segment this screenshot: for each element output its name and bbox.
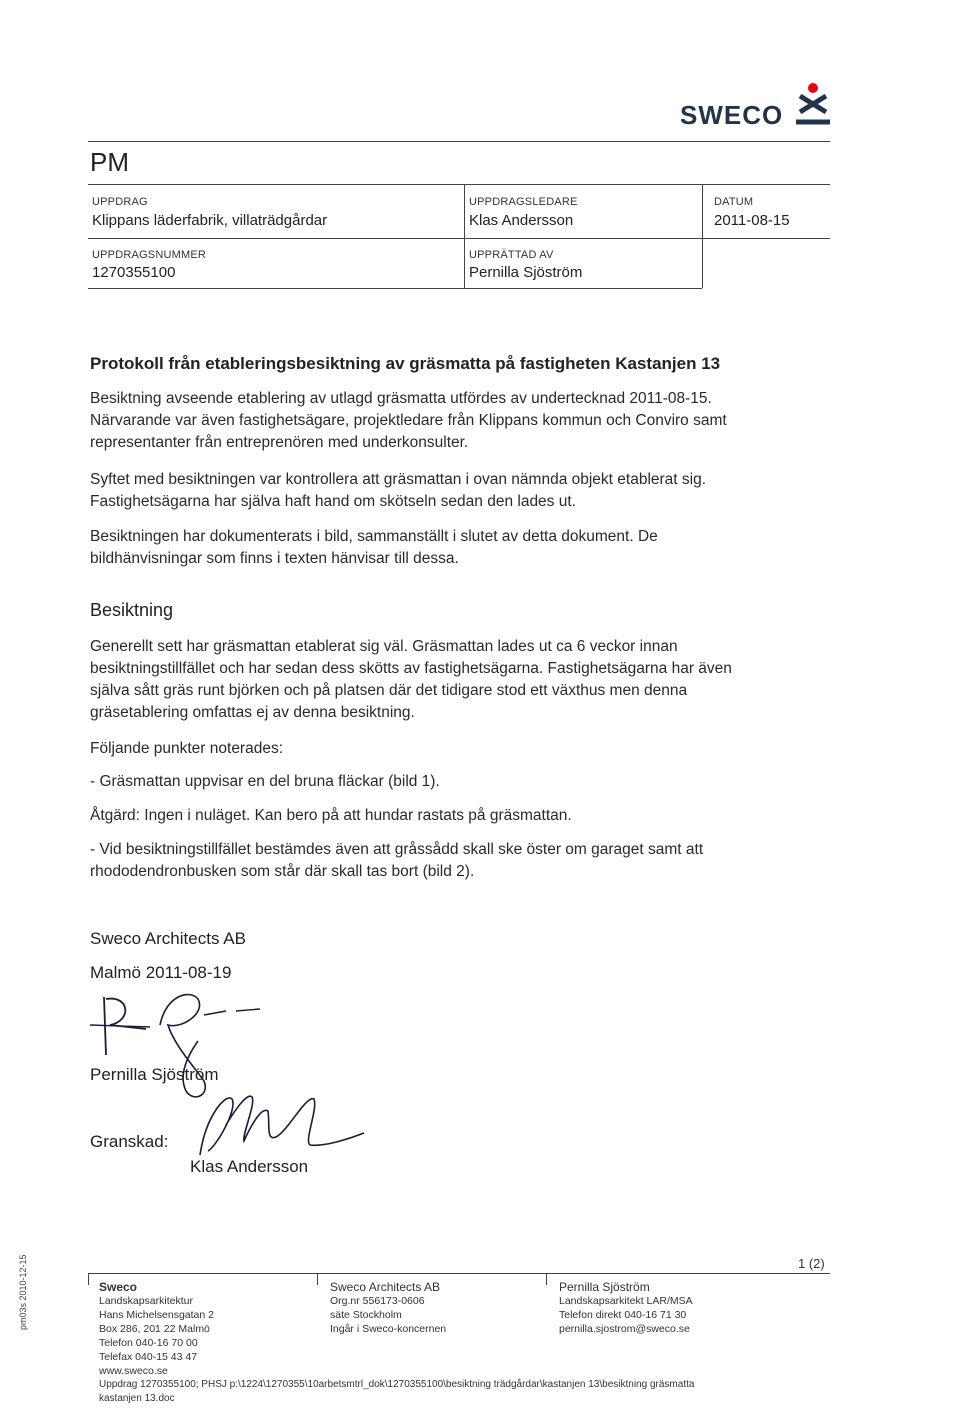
footer-line: Telefax 040-15 43 47: [99, 1351, 198, 1363]
footer-company: Sweco: [99, 1280, 138, 1294]
footer-path-line: Uppdrag 1270355100; PHSJ p:\1224\1270355\10arbetsmtrl_dok\1270355100\besiktning trädgårdar\kastanjen 13\besiktning gräsmatta: [99, 1379, 695, 1390]
template-code: pm03s 2010-12-15: [18, 1254, 28, 1330]
footer-line: pernilla.sjostrom@sweco.se: [559, 1323, 690, 1335]
text-line: Närvarande var även fastighetsägare, projektledare från Klippans kommun och Conviro samt: [90, 412, 727, 429]
uppdragsnummer-label: UPPDRAGSNUMMER: [92, 249, 207, 261]
upprattad-label: UPPRÄTTAD AV: [469, 249, 554, 261]
handwritten-signature-2: [186, 1085, 376, 1165]
granskad-label: Granskad:: [90, 1132, 169, 1151]
uppdragsledare-value: Klas Andersson: [469, 212, 574, 229]
uppdragsledare-label: UPPDRAGSLEDARE: [469, 196, 578, 208]
intro-paragraph-1: [90, 388, 830, 454]
footer-line: säte Stockholm: [330, 1309, 402, 1321]
footer-line: Hans Michelsensgatan 2: [99, 1309, 214, 1321]
text-line: Syftet med besiktningen var kontrollera att gräsmattan i ovan nämnda objekt etablerat sig.: [90, 471, 707, 488]
document-title: Protokoll från etableringsbesiktning av gräsmatta på fastigheten Kastanjen 13: [90, 354, 721, 373]
footer-file-path: [99, 1378, 694, 1406]
datum-label: DATUM: [714, 196, 754, 208]
footer-path-line: kastanjen 13.doc: [99, 1393, 175, 1404]
intro-paragraph-2: [90, 469, 830, 513]
text-line: Generellt sett har gräsmattan etablerat sig väl. Gräsmattan lades ut ca 6 veckor innan: [90, 638, 678, 655]
text-line: - Vid besiktningstillfället bestämdes även att gråssådd skall ske öster om garaget samt att: [90, 841, 704, 858]
footer-office-column: [99, 1280, 214, 1378]
footer-tick-1: [88, 1273, 89, 1285]
footer-line: Landskapsarkitektur: [99, 1295, 193, 1307]
footer-line: Org.nr 556173-0606: [330, 1295, 425, 1307]
text-line: Besiktningen har dokumenterats i bild, sammanställt i slutet av detta dokument. De: [90, 528, 658, 545]
text-line: Följande punkter noterades:: [90, 740, 284, 757]
sweco-logo-icon: [790, 82, 836, 128]
header-top-rule: [88, 184, 830, 185]
footer-line: Telefon 040-16 70 00: [99, 1337, 198, 1349]
text-line: själva sått gräs runt björken och på platsen där det tidigare stod ett växthus men denna: [90, 682, 688, 699]
body-paragraph-5: [90, 839, 830, 883]
text-line: besiktningstillfället och har sedan dess skötts av fastighetsägarna. Fastighetsägarna har även: [90, 660, 732, 677]
footer-company-column: [330, 1280, 446, 1336]
doc-type: PM: [90, 147, 129, 177]
footer-line: www.sweco.se: [99, 1365, 168, 1377]
footer-tick-2: [317, 1273, 318, 1285]
section-heading: Besiktning: [90, 600, 174, 620]
header-col-divider-2: [702, 184, 703, 288]
body-paragraph-3: [90, 771, 830, 793]
text-line: representanter från entreprenören med underkonsulter.: [90, 434, 469, 451]
logo-divider: [88, 141, 830, 142]
body-paragraph-1: [90, 636, 830, 724]
text-line: Åtgärd: Ingen i nuläget. Kan bero på att hundar rastats på gräsmattan.: [90, 807, 572, 824]
reviewer-name: Klas Andersson: [190, 1157, 309, 1176]
footer-line: Telefon direkt 040-16 71 30: [559, 1309, 687, 1321]
header-bottom-rule: [88, 288, 702, 289]
text-line: Fastighetsägarna har själva haft hand om skötseln sedan den lades ut.: [90, 493, 576, 510]
footer-rule: [88, 1273, 830, 1274]
text-line: - Gräsmattan uppvisar en del bruna fläckar (bild 1).: [90, 773, 440, 790]
footer-tick-3: [546, 1273, 547, 1285]
footer-line: Pernilla Sjöström: [559, 1280, 650, 1294]
datum-value: 2011-08-15: [714, 212, 790, 229]
footer-line: Box 286, 201 22 Malmö: [99, 1323, 210, 1335]
text-line: rhododendronbusken som står där skall tas bort (bild 2).: [90, 863, 475, 880]
signer-name: Pernilla Sjöström: [90, 1065, 219, 1084]
sweco-logo-text: SWECO: [680, 100, 784, 130]
footer-line: Ingår i Sweco-koncernen: [330, 1323, 447, 1335]
signature-company: Sweco Architects AB: [90, 929, 246, 948]
intro-paragraph-3: [90, 526, 830, 570]
body-paragraph-4: [90, 805, 830, 827]
header-mid-rule: [88, 238, 830, 239]
page-number: 1 (2): [798, 1256, 825, 1271]
footer-contact-column: [559, 1280, 693, 1336]
header-col-divider-1: [464, 184, 465, 288]
text-line: Besiktning avseende etablering av utlagd gräsmatta utfördes av undertecknad 2011-08-15.: [90, 390, 712, 407]
uppdrag-label: UPPDRAG: [92, 196, 148, 208]
upprattad-value: Pernilla Sjöström: [469, 264, 583, 281]
text-line: bildhänvisningar som finns i texten hänvisar till dessa.: [90, 550, 459, 567]
uppdrag-value: Klippans läderfabrik, villaträdgårdar: [92, 212, 328, 229]
footer-line: Sweco Architects AB: [330, 1280, 441, 1294]
signature-place-date: Malmö 2011-08-19: [90, 963, 232, 982]
text-line: gräsetablering omfattas ej av denna besiktning.: [90, 704, 415, 721]
body-paragraph-2: [90, 738, 830, 760]
footer-line: Landskapsarkitekt LAR/MSA: [559, 1295, 693, 1307]
uppdragsnummer-value: 1270355100: [92, 264, 176, 281]
